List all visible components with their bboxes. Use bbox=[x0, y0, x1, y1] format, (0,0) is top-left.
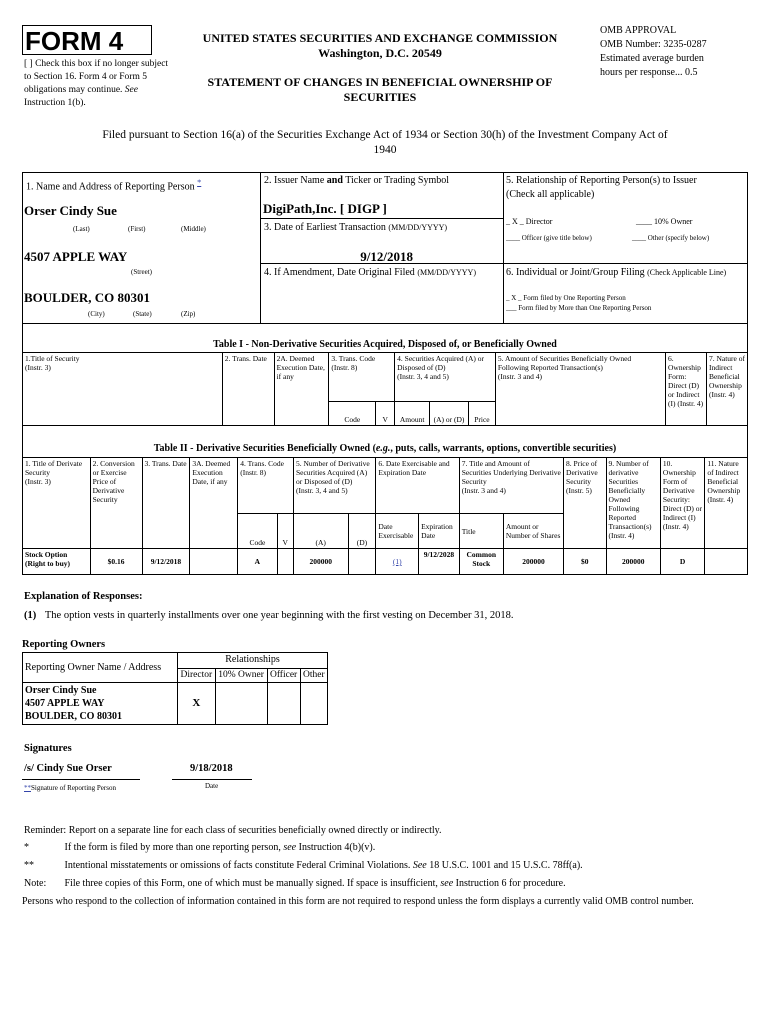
earliest-date: 9/12/2018 bbox=[360, 249, 413, 264]
agency-name: UNITED STATES SECURITIES AND EXCHANGE COMMISSION bbox=[202, 31, 558, 45]
reporting-person-name: Orser Cindy Sue bbox=[24, 203, 117, 218]
date-label: Date bbox=[205, 782, 219, 790]
table2-grid: 1. Title of Derivate Security (Instr. 3) 2. Conversion or Exercise Price of Derivative Security 3. Trans. Date 3A. Deemed Execution Date, if any 4. Trans. Code (Instr. 8) 5. Number of Derivative Securities Acquired (A) or Disposed of (D) (Instr. 3, 4 and 5) 6. Date Exercisable and Expiration Date 7. Title and Amount of Securities Underlying Derivative Security (Instr. 3 and 4) 8. Price of Derivative Security (Instr. 5) 9. Number of derivative Securities Beneficially Owned Following Reported Transaction(s) (Instr. 4) 10. Ownership Form of Derivative Security: Direct (D) or Indirect (I) (Instr. 4) 11. Nature of Indirect Beneficial Ownership (Instr. 4) Code V (A) (D) Date Exercisable Expiration Date Title Amount or Number of Shares Stock Option (Right to buy) $0.16 9/12/2018 A 200000 (1) 9/12/2028 Common Stock 200000 $0 200000 D bbox=[22, 457, 748, 575]
omb-approval: OMB APPROVAL OMB Number: 3235-0287 Estimated average burden hours per response... 0.5 bbox=[600, 25, 707, 78]
footnote-link[interactable]: (1) bbox=[392, 556, 402, 566]
reminder: Reminder: Report on a separate line for each class of securities beneficially owned directly or indirectly. bbox=[24, 825, 442, 836]
signatures-heading: Signatures bbox=[24, 743, 72, 754]
note-3: Note: File three copies of this Form, one of which must be manually signed. If space is insufficient, see Instruction 6 for procedure. bbox=[24, 878, 566, 889]
box6-filing: 6. Individual or Joint/Group Filing (Check Applicable Line) _ X _ Form filed by One Reporting Person ___ Form filed by More than One Reporting Person bbox=[503, 263, 748, 324]
agency-location: Washington, D.C. 20549 bbox=[318, 46, 442, 60]
table2-title: Table II - Derivative Securities Beneficially Owned (e.g., puts, calls, warrants, options, convertible securities) bbox=[153, 443, 617, 454]
table-row: Stock Option (Right to buy) $0.16 9/12/2018 A 200000 (1) 9/12/2028 Common Stock 200000 $0 200000 D bbox=[23, 548, 748, 574]
box4-amendment: 4. If Amendment, Date Original Filed (MM/DD/YYYY) bbox=[260, 263, 504, 324]
explanation-note: (1) The option vests in quarterly installments over one year beginning with the first vesting on December 31, 2018. bbox=[24, 610, 514, 621]
owners-table: Reporting Owner Name / Address Relationships Director 10% Owner Officer Other Orser Cindy Sue 4507 APPLE WAY BOULDER, CO 80301 X bbox=[22, 652, 328, 725]
issuer-value: DigiPath,Inc. [ DIGP ] bbox=[263, 201, 387, 216]
box2-issuer: 2. Issuer Name and Ticker or Trading Symbol DigiPath,Inc. [ DIGP ] bbox=[260, 172, 504, 219]
signature-date: 9/18/2018 bbox=[190, 763, 233, 774]
table1-grid: 1.Title of Security (Instr. 3) 2. Trans. Date 2A. Deemed Execution Date, if any 3. Trans. Code (Instr. 8) 4. Securities Acquired (A) or Disposed of (D) (Instr. 3, 4 and 5) 5. Amount of Securities Beneficially Owned Following Reported Transaction(s) (Instr. 3 and 4) 6. Ownership Form: Direct (D) or Indirect (I) (Instr. 4) 7. Nature of Indirect Beneficial Ownership (Instr. 4) Code V Amount (A) or (D) Price bbox=[22, 352, 748, 426]
explanation-heading: Explanation of Responses: bbox=[24, 591, 143, 602]
signer-name: /s/ Cindy Sue Orser bbox=[24, 763, 112, 774]
filed-pursuant: Filed pursuant to Section 16(a) of the Securities Exchange Act of 1934 or Section 30(h) of the Investment Company Act of 1940 bbox=[102, 129, 668, 156]
date-line bbox=[172, 779, 252, 780]
statement-title: STATEMENT OF CHANGES IN BENEFICIAL OWNERSHIP OF SECURITIES bbox=[207, 75, 553, 104]
owner-row: Orser Cindy Sue 4507 APPLE WAY BOULDER, CO 80301 X bbox=[23, 683, 328, 725]
box3-earliest-transaction: 3. Date of Earliest Transaction (MM/DD/YYYY) 9/12/2018 bbox=[260, 218, 504, 264]
city-value: BOULDER, CO 80301 bbox=[24, 290, 151, 305]
form-title: FORM 4 bbox=[22, 25, 152, 55]
note-2: ** Intentional misstatements or omissions of facts constitute Federal Criminal Violations. See 18 U.S.C. 1001 and 15 U.S.C. 78ff(a). bbox=[24, 860, 583, 871]
box5-relationship: 5. Relationship of Reporting Person(s) to Issuer (Check all applicable) _ X _ Director ____ 10% Owner ____ Officer (give title below) ____ Other (specify below) bbox=[503, 172, 748, 264]
signature-label: **Signature of Reporting Person bbox=[24, 784, 116, 792]
omb-notice: Persons who respond to the collection of information contained in this form are not required to respond unless the form displays a currently valid OMB control number. bbox=[22, 896, 694, 907]
street-value: 4507 APPLE WAY bbox=[24, 249, 128, 264]
signature-line bbox=[22, 779, 140, 780]
table1-title: Table I - Non-Derivative Securities Acquired, Disposed of, or Beneficially Owned bbox=[213, 339, 557, 350]
note-1: * If the form is filed by more than one reporting person, see Instruction 4(b)(v). bbox=[24, 842, 376, 853]
box1-reporting-person: 1. Name and Address of Reporting Person * Orser Cindy Sue (Last) (First) (Middle) 4507 APPLE WAY (Street) BOULDER, CO 80301 (City) (State) (Zip) bbox=[22, 172, 261, 324]
owners-heading: Reporting Owners bbox=[22, 639, 106, 650]
check-note: [ ] Check this box if no longer subject to Section 16. Form 4 or Form 5 obligations may continue. See Instruction 1(b). bbox=[24, 59, 169, 108]
